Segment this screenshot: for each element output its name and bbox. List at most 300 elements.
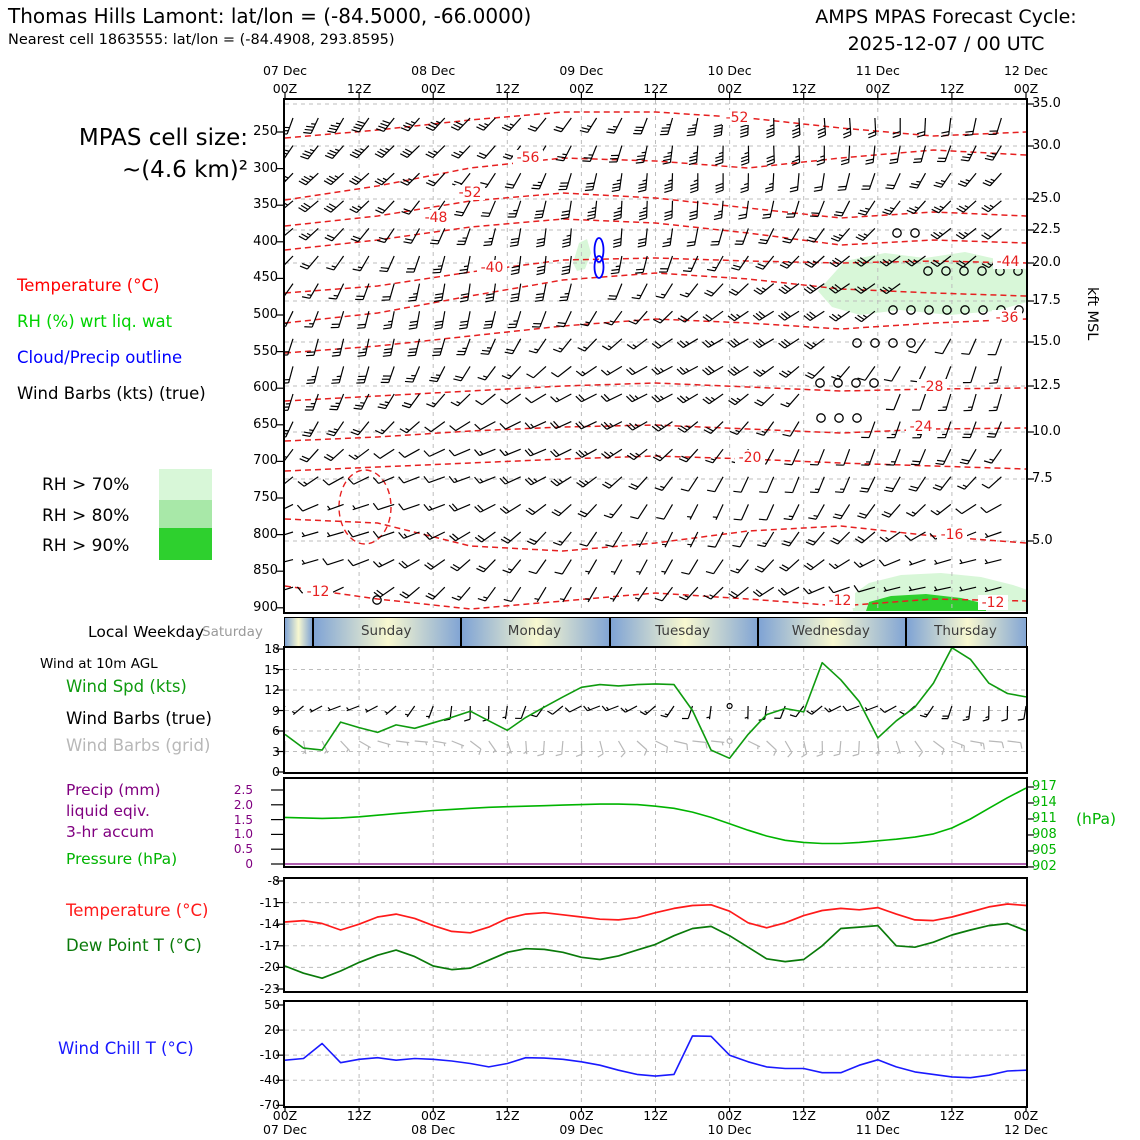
wind-barb xyxy=(729,388,749,406)
wind-barb xyxy=(285,251,293,270)
forecast-cycle-header xyxy=(760,4,1132,57)
wind-barb xyxy=(711,741,725,745)
wind-barb xyxy=(351,417,369,437)
wind-barb xyxy=(525,388,546,404)
wind-barb xyxy=(753,332,774,348)
wind-barb xyxy=(981,498,1002,514)
wind-barb xyxy=(656,280,673,301)
wind-barb xyxy=(864,703,877,711)
wind-barb xyxy=(401,113,419,133)
wind-tick: 6 xyxy=(272,723,280,739)
wind-barb xyxy=(406,254,419,275)
wind-barb xyxy=(627,360,648,376)
wind-barb xyxy=(754,360,774,378)
wind-barb xyxy=(664,201,672,221)
wind-barb xyxy=(856,223,875,242)
wind-barb xyxy=(656,501,672,522)
wind-barb xyxy=(612,172,622,192)
wind-barb xyxy=(551,387,572,403)
pressure-tick: 650 xyxy=(253,416,278,432)
wind-barb xyxy=(627,415,648,431)
wind-barb xyxy=(735,226,749,247)
wind-barb xyxy=(425,553,445,570)
kft-tick: 7.5 xyxy=(1032,471,1053,486)
wind-barb xyxy=(838,171,850,192)
wind-barb xyxy=(664,173,672,193)
wind-barb xyxy=(638,228,647,248)
wind-barb xyxy=(553,527,571,547)
pressure-tick: 350 xyxy=(253,197,278,213)
kft-tick: 12.5 xyxy=(1032,378,1061,393)
wind-barb xyxy=(984,528,1001,537)
wind-barb xyxy=(765,173,774,193)
day-label-saturday: Saturday xyxy=(202,624,263,640)
wind-barb xyxy=(708,529,724,550)
wind-barb xyxy=(632,280,648,301)
bottom-hour-label: 12Z xyxy=(346,1108,372,1123)
main-meteogram-canvas xyxy=(285,100,1026,612)
wind-barb xyxy=(426,113,445,132)
wind-barb xyxy=(887,419,900,440)
wind-barb xyxy=(935,335,951,356)
calm-wind-circle xyxy=(816,379,824,387)
wind-barb xyxy=(707,473,723,494)
wind-barb xyxy=(705,445,723,465)
bottom-date-label: 10 Dec xyxy=(707,1122,752,1137)
wind-barb xyxy=(475,470,496,484)
wind-barb xyxy=(779,278,799,296)
wind-barb xyxy=(825,701,841,713)
calm-wind-circle xyxy=(907,339,915,347)
wind-barb xyxy=(408,337,420,358)
pressure-tick: 450 xyxy=(253,270,278,286)
wind-barb xyxy=(467,741,483,755)
wind-barb xyxy=(576,360,596,377)
wind-barb xyxy=(285,115,293,136)
calm-wind-circle xyxy=(835,414,843,422)
hpa-tick: 911 xyxy=(1032,810,1057,826)
wind-tick: 0 xyxy=(272,764,280,779)
wind-barb xyxy=(703,305,723,323)
calm-wind-circle xyxy=(893,229,901,237)
wind-barb xyxy=(529,335,546,355)
wind-barb xyxy=(534,585,546,602)
wind-barb xyxy=(602,471,622,490)
wind-barb xyxy=(476,554,495,573)
calm-wind-circle xyxy=(853,414,861,422)
hpa-tick: 902 xyxy=(1032,858,1057,874)
wind-barb xyxy=(805,361,824,380)
wind-barb xyxy=(605,528,621,549)
cell-size-label-line2: ~(4.6 km)² xyxy=(121,157,248,183)
wind-barb xyxy=(300,141,318,161)
wind-barb xyxy=(706,706,711,720)
calm-wind-circle xyxy=(911,229,919,237)
wind-barb xyxy=(354,391,369,412)
wind-barb xyxy=(790,173,799,193)
wind-barb xyxy=(956,222,976,240)
wind-barb xyxy=(601,387,622,402)
wind-barb xyxy=(677,360,698,376)
wind-barb xyxy=(792,118,801,138)
wind-barb xyxy=(733,474,748,495)
wind-barb xyxy=(475,498,496,514)
wind-barb xyxy=(556,142,572,163)
wind-barb xyxy=(348,470,369,485)
wind-barb xyxy=(779,554,799,573)
wind-barb xyxy=(984,556,1001,564)
wind-barb xyxy=(673,741,689,750)
kft-tick: 10.0 xyxy=(1032,424,1061,439)
wind-barb xyxy=(910,741,924,757)
wind-barb xyxy=(475,442,496,456)
wind-barb xyxy=(766,146,774,166)
temp-tick: -17 xyxy=(259,937,280,953)
wind-barb xyxy=(728,305,748,322)
wind-barb xyxy=(323,552,344,565)
wind-barb xyxy=(502,706,507,720)
wind-barb xyxy=(653,444,672,463)
cloud-precip-outline xyxy=(595,256,604,278)
wind-tick: 9 xyxy=(272,702,280,718)
rh80-label: RH > 80% xyxy=(42,506,130,526)
wind-barb xyxy=(702,332,723,348)
local-weekday-strip xyxy=(284,617,1027,647)
wind-barb xyxy=(639,201,647,221)
wind-barb xyxy=(285,168,293,187)
calm-wind-circle xyxy=(870,379,878,387)
wind-barb xyxy=(285,195,293,213)
wind-barb xyxy=(426,582,445,601)
wind-barb xyxy=(609,585,621,602)
bottom-hour-label: 00Z xyxy=(717,1108,742,1123)
wind-barb xyxy=(803,580,824,595)
wind-barb xyxy=(867,118,876,138)
kft-axis-label: kft MSL xyxy=(1084,287,1100,341)
wind-barb xyxy=(450,554,470,572)
wind-barb xyxy=(508,309,521,330)
pressure-tick: 250 xyxy=(253,124,278,139)
wind-barb xyxy=(562,228,571,248)
wind-barb xyxy=(613,741,626,757)
wind-barb xyxy=(834,740,841,756)
wind-barb xyxy=(783,225,799,246)
wind-barb xyxy=(843,701,859,712)
wind-10m-panel xyxy=(283,646,1028,774)
wind-barb xyxy=(402,390,420,410)
wind-barb xyxy=(375,168,394,187)
wind-barb xyxy=(804,305,824,322)
bottom-hour-label: 00Z xyxy=(865,1108,891,1123)
wind-barb xyxy=(409,310,420,331)
wind-barb xyxy=(677,388,698,404)
legend-wind-barbs: Wind Barbs (kts) (true) xyxy=(17,384,206,403)
wind-barb xyxy=(526,498,546,516)
temp-tick: -23 xyxy=(259,981,280,996)
wind-barb xyxy=(780,741,793,757)
contour-label: -52 xyxy=(725,110,749,126)
wind-barb xyxy=(806,527,824,547)
calm-wind-circle xyxy=(889,339,897,347)
wind-barb xyxy=(679,444,698,464)
wind-barb xyxy=(941,117,951,137)
wind-barb xyxy=(529,555,546,575)
wind-barb xyxy=(477,141,495,161)
wind-barb xyxy=(450,415,471,432)
wind-barb xyxy=(483,309,495,330)
contour-label: -40 xyxy=(480,260,504,276)
kft-tick: 20.0 xyxy=(1032,255,1061,270)
precip-tick: 2.5 xyxy=(233,783,253,797)
wind-barb xyxy=(561,200,571,220)
wind-barb xyxy=(985,142,1001,163)
wind-barb xyxy=(577,471,597,489)
wind-barb xyxy=(983,706,989,721)
wind-barb xyxy=(424,497,445,511)
wind-barb xyxy=(652,387,673,403)
wind-barb xyxy=(682,704,692,720)
wind-barb xyxy=(532,309,546,330)
wind-barb xyxy=(429,363,445,384)
wind-barb xyxy=(556,740,563,756)
wind-barb xyxy=(285,364,293,385)
wind-barb xyxy=(629,472,648,492)
day-label: Monday xyxy=(507,623,562,639)
wind-barb xyxy=(783,418,799,439)
wind-barb xyxy=(836,447,850,468)
wind-barb xyxy=(704,582,723,601)
calm-wind-circle xyxy=(817,414,825,422)
wind-barb xyxy=(964,392,977,413)
wind-barb xyxy=(580,114,597,135)
wind-10m-canvas xyxy=(285,648,1026,772)
wind-chill-series-label: Wind Chill T (°C) xyxy=(58,1039,194,1058)
wind-barb xyxy=(459,310,470,331)
wind-barb xyxy=(759,501,774,522)
wind-barb xyxy=(893,741,900,755)
wind-barb xyxy=(629,306,647,326)
wind-barb xyxy=(396,741,410,746)
wind-barb xyxy=(377,224,394,244)
wind-barb xyxy=(576,741,582,756)
wind-barb xyxy=(805,250,825,269)
wind-barb xyxy=(784,501,799,522)
wind-barb xyxy=(703,388,723,405)
wind-barb xyxy=(786,199,799,220)
station-header xyxy=(8,4,531,48)
wind-barb xyxy=(384,704,396,715)
wind-barb xyxy=(305,392,318,413)
wind-barb xyxy=(779,361,799,379)
wind-barb xyxy=(346,703,359,711)
wind-barbs-grid-label: Wind Barbs (grid) xyxy=(66,736,211,755)
wind-barb xyxy=(778,305,799,322)
wind-barb xyxy=(527,527,546,546)
bottom-date-label: 07 Dec xyxy=(262,1122,308,1137)
wind-barb xyxy=(636,558,648,575)
wind-barb xyxy=(298,471,318,488)
wind-barb xyxy=(652,360,673,376)
wind-barb xyxy=(537,741,544,757)
wind-barb xyxy=(326,252,343,272)
wind-barb xyxy=(285,308,293,329)
wind-barb xyxy=(730,417,748,437)
wind-barb xyxy=(500,415,521,430)
wind-barb xyxy=(621,701,637,713)
wind-barb xyxy=(481,336,496,357)
precip-tick: 0 xyxy=(245,857,253,871)
wind-barb xyxy=(689,200,698,220)
day-label: Sunday xyxy=(360,623,412,639)
legend-temperature: Temperature (°C) xyxy=(17,276,160,295)
wind-barb xyxy=(425,416,445,434)
chill-tick: 20 xyxy=(264,1022,280,1038)
wind-barb xyxy=(558,171,571,192)
wind-barb xyxy=(505,335,521,356)
wind-barb xyxy=(655,472,673,492)
wind-barb xyxy=(324,195,344,214)
wind-barb xyxy=(931,498,951,516)
wind-barb xyxy=(626,387,647,403)
wind-barb xyxy=(936,446,951,467)
wind-barb xyxy=(348,525,369,538)
top-hour-label: 12Z xyxy=(939,81,965,96)
top-hour-label: 12Z xyxy=(643,81,668,96)
wind-barb xyxy=(329,391,343,412)
top-hour-label: 00Z xyxy=(717,81,742,96)
wind-barb xyxy=(576,415,597,430)
wind-barb xyxy=(584,701,600,712)
top-date-label: 08 Dec xyxy=(411,63,456,78)
wind-barb xyxy=(633,741,648,756)
wind-barb xyxy=(756,417,774,437)
wind-barb xyxy=(511,255,521,275)
wind-spd-label: Wind Spd (kts) xyxy=(66,677,187,696)
wind-barb xyxy=(661,558,673,575)
kft-tick: 15.0 xyxy=(1032,334,1061,349)
wind-barb xyxy=(982,195,1002,213)
wind-barb xyxy=(331,364,343,385)
wind-barb xyxy=(884,363,900,384)
wind-barb xyxy=(291,704,303,715)
wind-barb xyxy=(356,364,369,385)
wind-barb xyxy=(424,525,445,540)
wind-barb xyxy=(808,501,824,522)
contour-label: -56 xyxy=(516,150,540,166)
bottom-date-label: 09 Dec xyxy=(559,1122,604,1137)
cycle-title-line2: 2025-12-07 / 00 UTC xyxy=(847,32,1045,55)
wind-barb xyxy=(534,199,546,220)
wind-barb xyxy=(1024,741,1026,751)
temp-tick: -20 xyxy=(259,959,280,975)
wind-barb xyxy=(475,415,496,431)
wind-barb xyxy=(854,553,875,569)
wind-barb xyxy=(613,200,622,220)
pressure-tick: 750 xyxy=(253,490,278,505)
wind-barb xyxy=(525,470,546,486)
wind-barb xyxy=(508,198,521,219)
wind-barb xyxy=(661,530,672,547)
wind-barb xyxy=(500,388,520,405)
wind-barb xyxy=(500,498,521,515)
wind-barb xyxy=(784,446,799,467)
wind-barb xyxy=(324,444,344,463)
wind-barb xyxy=(982,223,1002,241)
wind-barb xyxy=(831,223,849,243)
wind-barb xyxy=(449,442,470,457)
wind-barb xyxy=(501,526,521,544)
wind-barb xyxy=(348,553,369,567)
wind-barb xyxy=(551,360,571,378)
wind-barb xyxy=(687,503,698,520)
wind-barb xyxy=(373,525,394,538)
wind-barb xyxy=(451,140,470,159)
wind-barb xyxy=(727,738,733,744)
contour-label: -16 xyxy=(940,527,964,543)
wind-barb xyxy=(528,113,546,133)
wind-barb xyxy=(426,168,445,188)
contour-label: -20 xyxy=(738,450,762,466)
top-hour-label: 12Z xyxy=(346,81,372,96)
page-title: Thomas Hills Lamont: lat/lon = (-84.5000, -66.0000) xyxy=(8,4,532,28)
wind-barb xyxy=(332,337,344,358)
wind-barb xyxy=(911,446,926,467)
wind-barb xyxy=(476,113,495,132)
top-date-label: 10 Dec xyxy=(707,63,752,78)
wind-barb xyxy=(302,418,318,439)
wind-barb xyxy=(301,528,318,537)
wind-barb xyxy=(408,282,419,303)
kft-tick: 22.5 xyxy=(1032,222,1061,237)
kft-tick: 17.5 xyxy=(1032,293,1061,308)
wind-barb xyxy=(835,474,850,495)
wind-barb xyxy=(687,117,698,138)
hpa-tick: 905 xyxy=(1032,842,1057,858)
wind-barb xyxy=(875,741,879,754)
wind-barb xyxy=(702,360,723,376)
wind-barb xyxy=(729,581,749,599)
wind-barb xyxy=(714,117,723,137)
bottom-hour-label: 00Z xyxy=(1013,1108,1039,1123)
wind-chill-panel xyxy=(283,1000,1028,1108)
contour-label: -36 xyxy=(995,310,1019,326)
wind-barb xyxy=(759,474,774,495)
wind-barb xyxy=(1007,741,1023,749)
wind-barb xyxy=(989,392,1002,413)
wind-barb xyxy=(983,168,1002,188)
wind-barb xyxy=(399,443,420,459)
wind-barb xyxy=(451,113,470,132)
wind-barb xyxy=(433,254,445,275)
top-hour-label: 00Z xyxy=(272,81,298,96)
wind-barb xyxy=(988,336,1002,357)
wind-barb xyxy=(405,363,420,384)
wind-barb xyxy=(861,171,874,192)
wind-barb xyxy=(510,282,520,302)
wind-barb xyxy=(300,251,318,271)
top-hour-label: 00Z xyxy=(1013,81,1039,96)
pressure-tick: 900 xyxy=(253,599,278,615)
top-date-label: 11 Dec xyxy=(855,63,900,78)
wind-barb xyxy=(779,333,799,350)
pressure-tick: 400 xyxy=(253,233,278,249)
wind-barb xyxy=(831,527,850,546)
wind-barb xyxy=(610,558,622,575)
wind-barb xyxy=(329,280,344,301)
wind-barb xyxy=(679,582,698,602)
wind-barb xyxy=(301,556,318,565)
wind-barb xyxy=(430,225,445,246)
